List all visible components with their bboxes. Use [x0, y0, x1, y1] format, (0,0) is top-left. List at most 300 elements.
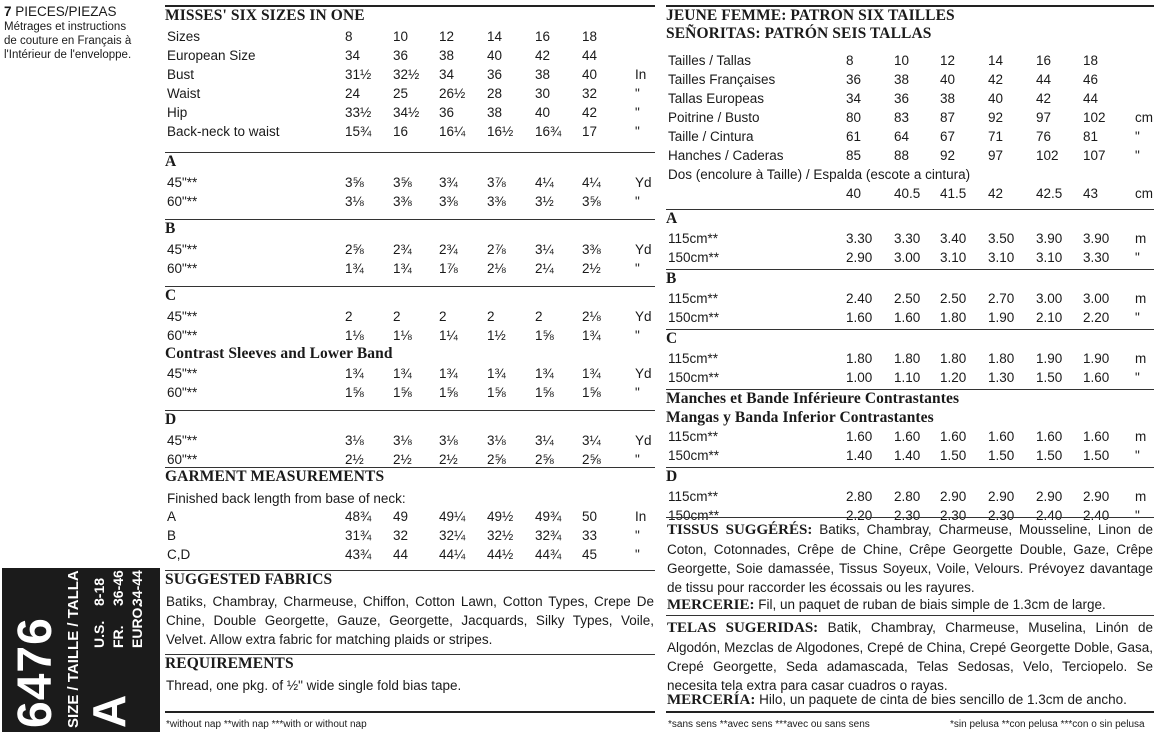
row-value: 3.40: [940, 231, 967, 246]
row-value: 49¾: [535, 509, 562, 524]
row-label: A: [167, 509, 177, 524]
row-unit: ": [1135, 448, 1140, 463]
table-row: [165, 65, 655, 84]
row-value: 40: [940, 72, 956, 87]
row-value: 1.40: [846, 448, 873, 463]
merceria: [666, 690, 1154, 710]
row-value: 2½: [439, 452, 458, 467]
row-value: 16: [393, 124, 409, 139]
row-unit: ": [635, 261, 640, 276]
row-label: Bust: [167, 67, 195, 82]
row-value: 1¾: [439, 366, 458, 381]
row-unit: ": [635, 194, 640, 209]
table-row: [666, 308, 1154, 327]
row-value: 1.60: [940, 429, 967, 444]
suggested-fabrics-title: SUGGESTED FABRICS: [165, 570, 655, 590]
row-value: 18: [582, 29, 598, 44]
row-value: 1¾: [393, 366, 412, 381]
row-label: 115cm**: [668, 489, 719, 504]
row-label: 115cm**: [668, 291, 719, 306]
row-unit: ": [635, 124, 640, 139]
row-label: 150cm**: [668, 310, 720, 325]
row-value: 3.90: [1083, 231, 1110, 246]
row-label: B: [167, 528, 177, 543]
table-row: [165, 526, 655, 545]
row-value: 1.50: [988, 448, 1015, 463]
table-row: [666, 127, 1154, 146]
view-4-title: D: [165, 410, 655, 430]
paragraph-label: TISSUS SUGGÉRÉS:: [667, 522, 813, 538]
row-value: 1¾: [582, 328, 601, 343]
row-value: 2.50: [940, 291, 967, 306]
row-value: 2½: [393, 452, 412, 467]
row-unit: ": [635, 385, 640, 400]
row-value: 2.80: [846, 489, 873, 504]
row-value: 40: [535, 105, 551, 120]
row-value: 36: [894, 91, 910, 106]
table-row: [165, 326, 655, 345]
row-value: 49: [393, 509, 409, 524]
row-value: 1⅝: [345, 385, 364, 400]
pattern-number: 6476: [9, 617, 62, 728]
row-value: 32½: [393, 67, 420, 82]
row-label: 60"**: [167, 328, 198, 343]
row-value: 16¼: [439, 124, 466, 139]
row-value: 64: [894, 129, 910, 144]
row-value: 32¼: [439, 528, 466, 543]
row-value: 3.10: [940, 250, 967, 265]
suggested-fabrics-text: Batiks, Chambray, Charmeuse, Chiffon, Cotton Lawn, Cotton Types, Crepe De Chine, Double Georgette, Gauze, Georgette, Jacquards, Silky Types, Voile, Velvet. Allow extra fabric for matching plaids or stripes.: [166, 594, 654, 647]
row-value: 1⅝: [439, 385, 458, 400]
row-value: 2.90: [988, 489, 1015, 504]
row-label: C,D: [167, 547, 191, 562]
row-unit: ": [1135, 310, 1140, 325]
row-unit: In: [635, 67, 647, 82]
row-value: 80: [846, 110, 862, 125]
row-value: 3⅛: [345, 433, 364, 448]
row-value: 44½: [487, 547, 514, 562]
range-fr-label: FR.: [110, 625, 126, 648]
row-value: 3.30: [846, 231, 873, 246]
french-spanish-panel: [666, 5, 1154, 713]
row-value: 38: [487, 105, 503, 120]
row-value: 2: [535, 309, 543, 324]
row-unit: Yd: [635, 366, 652, 381]
row-unit: Yd: [635, 309, 652, 324]
row-value: 2⅞: [487, 242, 506, 257]
table-row: [165, 192, 655, 211]
row-value: 2½: [582, 261, 601, 276]
range-us-label: U.S.: [91, 620, 107, 648]
row-value: 2⅛: [582, 309, 601, 324]
row-value: 1⅛: [393, 328, 412, 343]
row-value: 1¾: [345, 366, 364, 381]
row-value: 3⅜: [393, 194, 412, 209]
spanish-title: SEÑORITAS: PATRÓN SEIS TALLAS: [666, 25, 932, 42]
row-value: 49½: [487, 509, 514, 524]
row-value: 1⅞: [439, 261, 458, 276]
row-unit: ": [635, 328, 640, 343]
row-value: 28: [487, 86, 503, 101]
row-value: 1½: [487, 328, 506, 343]
row-value: 3⅜: [439, 194, 458, 209]
row-value: 31¾: [345, 528, 372, 543]
row-value: 2¾: [393, 242, 412, 257]
row-value: 42: [1036, 91, 1052, 106]
row-label: 45"**: [167, 242, 198, 257]
vista-3-title: Mangas y Banda Inferior Contrastantes: [666, 409, 934, 426]
row-value: 44¼: [439, 547, 466, 562]
row-value: 10: [393, 29, 409, 44]
table-row: [666, 427, 1154, 446]
table-row: [666, 51, 1154, 70]
row-unit: ": [635, 547, 640, 562]
row-value: 92: [940, 148, 956, 163]
row-value: 42: [988, 72, 1004, 87]
english-footnotes: *without nap **with nap ***with or without nap: [166, 719, 367, 730]
row-value: 2⅝: [582, 452, 601, 467]
row-value: 97: [988, 148, 1004, 163]
row-label: 150cm**: [668, 448, 720, 463]
row-value: 97: [1036, 110, 1052, 125]
row-unit: ": [635, 105, 640, 120]
row-label: 115cm**: [668, 351, 719, 366]
row-value: 34½: [393, 105, 420, 120]
row-value: 34: [345, 48, 361, 63]
row-value: 2.90: [940, 489, 967, 504]
row-value: 18: [1083, 53, 1099, 68]
row-unit: ": [1135, 370, 1140, 385]
table-row: [165, 307, 655, 326]
row-unit: Yd: [635, 175, 652, 190]
row-value: 16: [1036, 53, 1052, 68]
row-value: 1.60: [1083, 370, 1110, 385]
table-row: [666, 229, 1154, 248]
row-unit: m: [1135, 351, 1147, 366]
row-value: 2¼: [535, 261, 554, 276]
row-value: 67: [940, 129, 956, 144]
table-row: [666, 349, 1154, 368]
row-value: 2.90: [1036, 489, 1063, 504]
row-value: 1⅝: [535, 385, 554, 400]
row-label: Hanches / Caderas: [668, 148, 784, 163]
table-row: [666, 487, 1154, 506]
row-value: 3½: [535, 194, 554, 209]
row-value: 3⅜: [487, 194, 506, 209]
row-value: 36: [393, 48, 409, 63]
row-value: 3⅝: [582, 194, 601, 209]
row-value: 2.40: [1036, 508, 1063, 523]
table-row: [165, 431, 655, 450]
row-value: 2½: [345, 452, 364, 467]
row-value: 1.60: [894, 429, 921, 444]
row-value: 1⅝: [393, 385, 412, 400]
table-row: [165, 545, 655, 564]
range-euro-label: EURO.: [129, 603, 145, 648]
row-label: 115cm**: [668, 429, 719, 444]
row-value: 3¼: [535, 433, 554, 448]
row-value: 2.20: [846, 508, 873, 523]
row-value: 8: [846, 53, 854, 68]
paragraph-text: Batiks, Chambray, Charmeuse, Mousseline, Linon de Coton, Cotonnades, Crêpe de Chine, Crêpe Georgette Double, Gaze, Crêpe Georgette, Soie damassée, Tissus Soyeux, Voile, Velours. Prévoyez davantage de tissu pour raccorder les écossais ou les rayures.: [667, 522, 1153, 595]
row-label: Poitrine / Busto: [668, 110, 760, 125]
row-value: 102: [1083, 110, 1106, 125]
row-value: 40: [988, 91, 1004, 106]
row-value: 1.60: [1083, 429, 1110, 444]
row-unit: ": [635, 86, 640, 101]
row-value: 1¾: [535, 366, 554, 381]
row-value: 40: [487, 48, 503, 63]
row-value: 83: [894, 110, 910, 125]
row-value: 1.30: [988, 370, 1015, 385]
row-value: 1¾: [345, 261, 364, 276]
row-value: 1⅝: [582, 385, 601, 400]
row-value: 3⅞: [487, 175, 506, 190]
pattern-size-box: [2, 568, 160, 732]
view-1-title: B: [165, 219, 655, 239]
row-value: 1¾: [393, 261, 412, 276]
row-value: 1¾: [487, 366, 506, 381]
table-row: [165, 173, 655, 192]
row-value: 38: [940, 91, 956, 106]
size-label: SIZE / TAILLE / TALLA: [65, 570, 82, 728]
row-value: 3¼: [582, 433, 601, 448]
table-row: [666, 108, 1154, 127]
row-label: 45"**: [167, 175, 198, 190]
row-value: 1.80: [988, 351, 1015, 366]
row-value: 16½: [487, 124, 514, 139]
row-unit: ": [1135, 250, 1140, 265]
row-value: 1.50: [1036, 370, 1063, 385]
row-value: 1.60: [988, 429, 1015, 444]
row-unit: ": [1135, 129, 1140, 144]
row-value: 1.80: [940, 351, 967, 366]
row-value: 76: [1036, 129, 1052, 144]
row-value: 1.80: [894, 351, 921, 366]
row-value: 44¾: [535, 547, 562, 562]
row-value: 44: [1036, 72, 1052, 87]
row-value: 38: [894, 72, 910, 87]
row-value: 2¾: [439, 242, 458, 257]
requirements-text: Thread, one pkg. of ½" wide single fold bias tape.: [166, 678, 462, 693]
row-value: 88: [894, 148, 910, 163]
row-value: 71: [988, 129, 1004, 144]
row-value: 42: [582, 105, 598, 120]
table-row: [666, 289, 1154, 308]
row-label: Tailles / Tallas: [668, 53, 752, 68]
row-unit: In: [635, 509, 647, 524]
view-3-title: Contrast Sleeves and Lower Band: [165, 345, 393, 362]
row-unit: m: [1135, 429, 1147, 444]
row-unit: ": [1135, 508, 1140, 523]
row-value: 36: [487, 67, 503, 82]
row-value: 1.20: [940, 370, 967, 385]
row-value: 32: [393, 528, 409, 543]
row-value: 43¾: [345, 547, 372, 562]
row-label: Hip: [167, 105, 188, 120]
paragraph-text: Hilo, un paquete de cinta de bies sencillo de 1.3cm de ancho.: [755, 692, 1127, 707]
table-row: [165, 383, 655, 402]
sidebar-note-3: l'Intérieur de l'enveloppe.: [4, 49, 132, 61]
row-value: 36: [439, 105, 455, 120]
row-label: 45"**: [167, 309, 198, 324]
row-value: 2.30: [940, 508, 967, 523]
table-row: [165, 46, 655, 65]
row-value: 3⅛: [393, 433, 412, 448]
row-value: 107: [1083, 148, 1106, 163]
sidebar-info: [4, 4, 164, 62]
table-row: [666, 146, 1154, 165]
telas-sugeridas: [666, 618, 1154, 698]
row-value: 2: [487, 309, 495, 324]
row-value: 3⅜: [582, 242, 601, 257]
row-value: 26½: [439, 86, 466, 101]
row-value: 32¾: [535, 528, 562, 543]
row-value: 2.20: [1083, 310, 1110, 325]
view-2-title: C: [165, 286, 655, 306]
row-value: 15¾: [345, 124, 372, 139]
row-value: 10: [894, 53, 910, 68]
row-value: 17: [582, 124, 598, 139]
row-value: 2⅝: [345, 242, 364, 257]
view-0-title: A: [165, 152, 655, 172]
row-label: Sizes: [167, 29, 201, 44]
row-value: 1.40: [894, 448, 921, 463]
table-row: [165, 507, 655, 526]
row-value: 3⅛: [345, 194, 364, 209]
row-value: 36: [846, 72, 862, 87]
row-label: 60"**: [167, 194, 198, 209]
tissus-suggeres: [666, 520, 1154, 600]
row-unit: ": [1135, 148, 1140, 163]
row-value: 40: [582, 67, 598, 82]
row-unit: m: [1135, 231, 1147, 246]
table-row: [165, 122, 655, 141]
row-value: 3.30: [1083, 250, 1110, 265]
row-unit: m: [1135, 489, 1147, 504]
row-unit: cm: [1135, 186, 1153, 201]
row-value: 16¾: [535, 124, 562, 139]
paragraph-label: MERCERIE:: [667, 597, 755, 613]
english-panel: [165, 5, 655, 713]
row-label: 60"**: [167, 452, 198, 467]
row-value: 3.10: [988, 250, 1015, 265]
table-row: [165, 240, 655, 259]
table-row: [666, 70, 1154, 89]
row-value: 42.5: [1036, 186, 1063, 201]
row-value: 92: [988, 110, 1004, 125]
row-value: 3.00: [1036, 291, 1063, 306]
row-label: 115cm**: [668, 231, 719, 246]
row-unit: cm: [1135, 110, 1153, 125]
vue-4-title: D: [666, 467, 1154, 487]
row-value: 43: [1083, 186, 1099, 201]
row-value: 14: [487, 29, 503, 44]
row-value: 4¼: [535, 175, 554, 190]
vue-0-title: A: [666, 209, 1154, 229]
row-value: 1.50: [1036, 448, 1063, 463]
row-value: 3⅛: [487, 433, 506, 448]
row-value: 40.5: [894, 186, 921, 201]
row-label: Taille / Cintura: [668, 129, 754, 144]
row-label: Tallas Europeas: [668, 91, 765, 106]
row-value: 1.80: [940, 310, 967, 325]
table-row: [165, 259, 655, 278]
row-value: 14: [988, 53, 1004, 68]
row-label: Waist: [167, 86, 201, 101]
row-value: 2⅝: [487, 452, 506, 467]
row-value: 85: [846, 148, 862, 163]
range-us-value: 8-18: [91, 577, 107, 606]
row-value: 2⅛: [487, 261, 506, 276]
row-value: 87: [940, 110, 956, 125]
table-row: [165, 84, 655, 103]
misses-sizes-title: MISSES' SIX SIZES IN ONE: [165, 7, 365, 24]
row-label: 150cm**: [668, 250, 720, 265]
row-value: 1.60: [1036, 429, 1063, 444]
paragraph-text: Batik, Chambray, Charmeuse, Muselina, Linón de Algodón, Mezclas de Algodones, Crepé de China, Crepé Georgette Doble, Gasa, Crepé Georgette, Seda adamascada, Telas Sedosas, Velo, Terciopelo. Se necesita tela extra para casar cuadros o rayas.: [667, 620, 1153, 693]
paragraph-label: MERCERÍA:: [667, 692, 756, 708]
row-value: 1¾: [582, 366, 601, 381]
french-title: JEUNE FEMME: PATRON SIX TAILLES: [666, 7, 955, 24]
row-value: 38: [535, 67, 551, 82]
row-value: 25: [393, 86, 409, 101]
requirements-title: REQUIREMENTS: [165, 654, 655, 674]
row-label: 60"**: [167, 261, 198, 276]
vue-2-title: C: [666, 329, 1154, 349]
french-footnotes: *sans sens **avec sens ***avec ou sans sens: [668, 719, 870, 730]
row-value: 3.00: [1083, 291, 1110, 306]
row-label: Tailles Françaises: [668, 72, 776, 87]
row-label: 150cm**: [668, 508, 720, 523]
row-value: 1⅝: [487, 385, 506, 400]
row-unit: Yd: [635, 242, 652, 257]
row-value: 1.90: [1083, 351, 1110, 366]
table-row: [165, 27, 655, 46]
row-value: 3.90: [1036, 231, 1063, 246]
row-value: 3.30: [894, 231, 921, 246]
row-value: 50: [582, 509, 598, 524]
row-value: 2.90: [846, 250, 873, 265]
row-value: 3⅝: [345, 175, 364, 190]
table-row: [165, 364, 655, 383]
row-value: 12: [439, 29, 455, 44]
row-value: 3.10: [1036, 250, 1063, 265]
row-value: 8: [345, 29, 353, 44]
sidebar-note-1: Métrages et instructions: [4, 21, 127, 33]
paragraph-text: Fil, un paquet de ruban de biais simple de 1.3cm de large.: [754, 597, 1106, 612]
row-value: 46: [1083, 72, 1099, 87]
row-value: 38: [439, 48, 455, 63]
garment-subtitle: Finished back length from base of neck:: [167, 491, 406, 506]
table-row: [666, 446, 1154, 465]
row-value: 42: [988, 186, 1004, 201]
row-unit: ": [635, 452, 640, 467]
row-value: 41.5: [940, 186, 967, 201]
row-value: 1.60: [846, 429, 873, 444]
row-value: 2.50: [894, 291, 921, 306]
row-value: 1.90: [1036, 351, 1063, 366]
row-value: 33½: [345, 105, 372, 120]
row-label: 45"**: [167, 433, 198, 448]
row-value: 33: [582, 528, 598, 543]
row-value: 1⅝: [535, 328, 554, 343]
row-value: 3¼: [535, 242, 554, 257]
paragraph-label: TELAS SUGERIDAS:: [667, 620, 819, 636]
table-row: [666, 248, 1154, 267]
row-value: 2.80: [894, 489, 921, 504]
vue-1-title: B: [666, 269, 1154, 289]
